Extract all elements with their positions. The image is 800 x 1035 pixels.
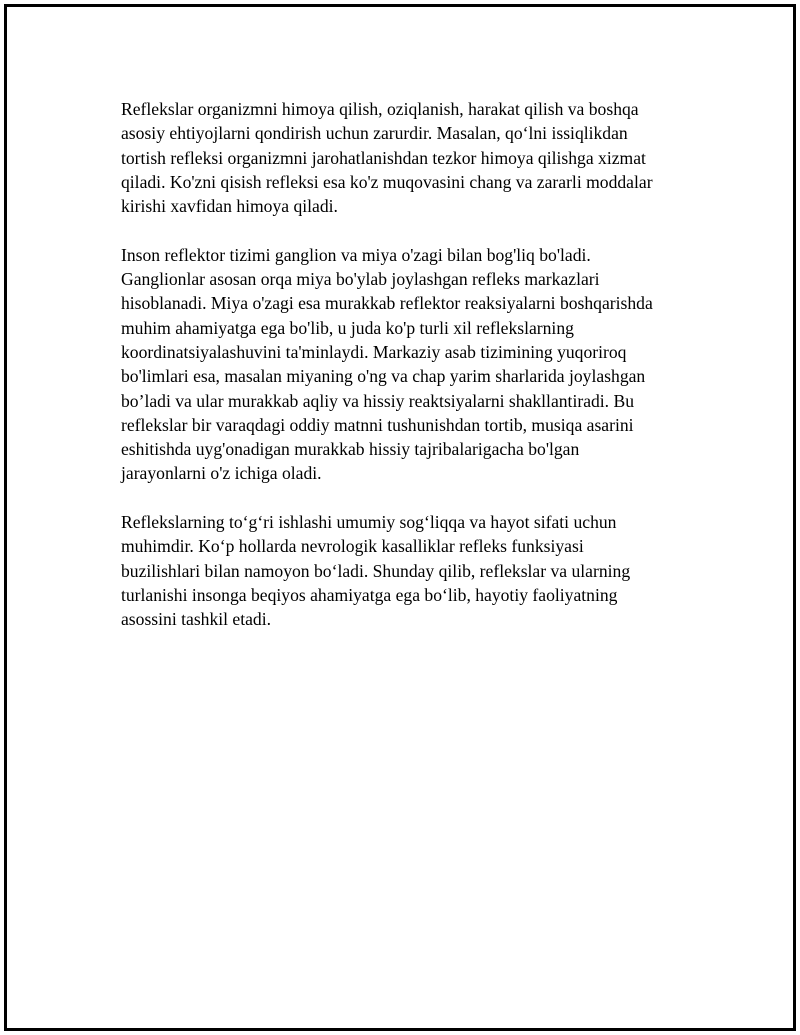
document-body [121, 97, 701, 632]
paragraph-line: tortish refleksi organizmni jarohatlanishdan tezkor himoya qilishga xizmat [121, 147, 646, 168]
paragraph-line: eshitishda uyg'onadigan murakkab hissiy tajribalarigacha bo'lgan [121, 439, 580, 460]
paragraph-line: Ganglionlar asosan orqa miya bo'ylab joylashgan refleks markazlari [121, 269, 600, 290]
document-page [4, 4, 796, 1031]
paragraph-line: muhimdir. Ko‘p hollarda nevrologik kasalliklar refleks funksiyasi [121, 536, 584, 557]
paragraph-2 [121, 243, 701, 486]
paragraph-spacer [121, 486, 701, 510]
paragraph-3 [121, 510, 701, 631]
paragraph-line: reflekslar bir varaqdagi oddiy matnni tushunishdan tortib, musiqa asarini [121, 414, 634, 435]
paragraph-line: Inson reflektor tizimi ganglion va miya o'zagi bilan bog'liq bo'ladi. [121, 244, 591, 265]
paragraph-line: koordinatsiyalashuvini ta'minlaydi. Markaziy asab tizimining yuqoriroq [121, 341, 627, 362]
paragraph-line: muhim ahamiyatga ega bo'lib, u juda ko'p turli xil reflekslarning [121, 317, 574, 338]
paragraph-line: hisoblanadi. Miya o'zagi esa murakkab reflektor reaksiyalarni boshqarishda [121, 293, 653, 314]
paragraph-line: asossini tashkil etadi. [121, 609, 272, 630]
paragraph-line: turlanishi insonga beqiyos ahamiyatga ega bo‘lib, hayotiy faoliyatning [121, 584, 618, 605]
paragraph-line: jarayonlarni o'z ichiga oladi. [121, 463, 322, 484]
paragraph-line: Reflekslar organizmni himoya qilish, oziqlanish, harakat qilish va boshqa [121, 99, 639, 119]
paragraph-line: buzilishlari bilan namoyon bo‘ladi. Shunday qilib, reflekslar va ularning [121, 560, 631, 581]
paragraph-line: Reflekslarning to‘g‘ri ishlashi umumiy sog‘liqqa va hayot sifati uchun [121, 512, 617, 533]
paragraph-line: bo'limlari esa, masalan miyaning o'ng va chap yarim sharlarida joylashgan [121, 366, 646, 387]
paragraph-line: asosiy ehtiyojlarni qondirish uchun zarurdir. Masalan, qo‘lni issiqlikdan [121, 123, 628, 144]
paragraph-line: qiladi. Ko'zni qisish refleksi esa ko'z muqovasini chang va zararli moddalar [121, 171, 653, 192]
paragraph-1 [121, 97, 701, 218]
paragraph-line: bo’ladi va ular murakkab aqliy va hissiy reaktsiyalarni shakllantiradi. Bu [121, 390, 635, 411]
paragraph-spacer [121, 218, 701, 242]
paragraph-line: kirishi xavfidan himoya qiladi. [121, 196, 338, 217]
